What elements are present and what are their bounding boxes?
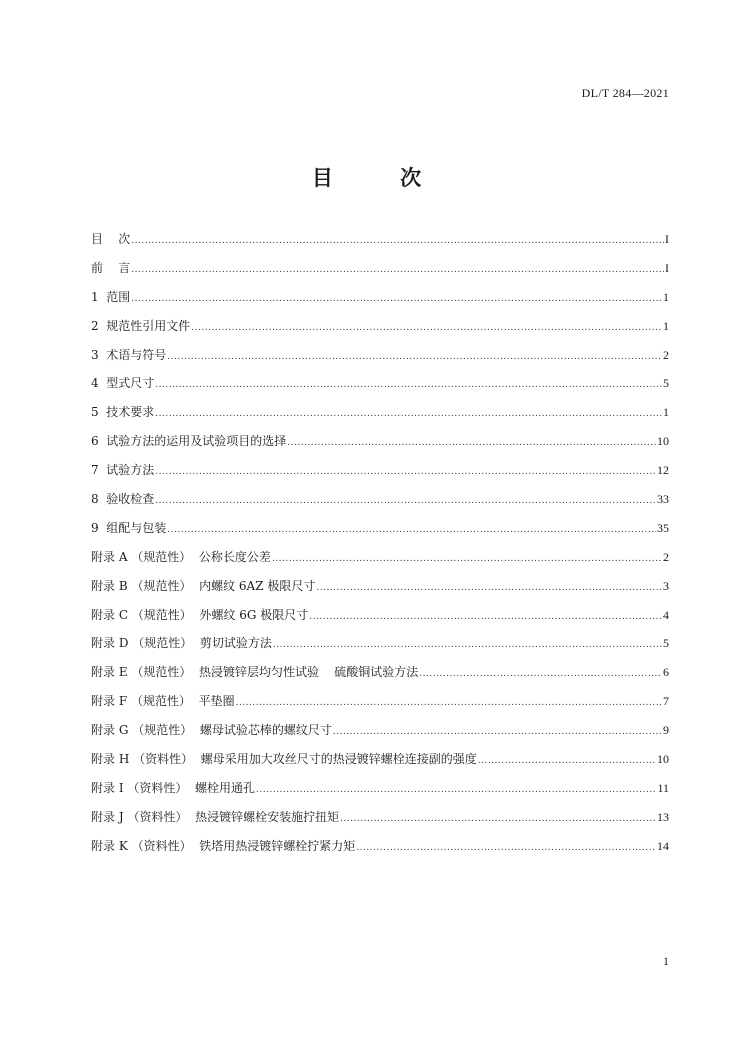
toc-entry-title: 验收检查 bbox=[106, 492, 155, 507]
toc-entry-title: 附录 H （资料性） 螺母采用加大攻丝尺寸的热浸镀锌螺栓连接副的强度 bbox=[91, 752, 477, 767]
toc-entry-number: 6 bbox=[91, 434, 107, 449]
toc-entry-title: 范围 bbox=[106, 289, 131, 304]
toc-entry[interactable] bbox=[91, 345, 669, 374]
standard-code: DL/T 284—2021 bbox=[581, 86, 669, 100]
toc-entry-number: 7 bbox=[91, 463, 107, 478]
toc-entry-page: 13 bbox=[657, 809, 669, 824]
toc-entry-number: 1 bbox=[91, 289, 107, 304]
toc-entry-page: 10 bbox=[657, 752, 669, 767]
toc-dot-leader bbox=[340, 809, 656, 829]
toc-entry[interactable] bbox=[91, 691, 669, 720]
toc-entry[interactable] bbox=[91, 720, 669, 749]
toc-dot-leader bbox=[191, 318, 662, 338]
toc-dot-leader bbox=[155, 491, 656, 511]
toc-entry[interactable] bbox=[91, 749, 669, 778]
toc-entry[interactable] bbox=[91, 633, 669, 662]
toc-entry-number: 9 bbox=[91, 520, 107, 535]
toc-entry-page: 6 bbox=[663, 665, 669, 680]
toc-entry-number: 3 bbox=[91, 347, 107, 362]
toc-entry-page: 1 bbox=[663, 318, 669, 333]
toc-entry[interactable] bbox=[91, 460, 669, 489]
toc-entry-title: 规范性引用文件 bbox=[106, 318, 191, 333]
toc-dot-leader bbox=[256, 780, 656, 800]
toc-dot-leader bbox=[167, 347, 662, 367]
toc-entry-page: 35 bbox=[657, 520, 669, 535]
toc-entry-page: 1 bbox=[663, 289, 669, 304]
toc-entry[interactable] bbox=[91, 402, 669, 431]
toc-entry-title: 附录 D （规范性） 剪切试验方法 bbox=[91, 636, 272, 651]
toc-entry-page: 10 bbox=[657, 434, 669, 449]
toc-entry[interactable] bbox=[91, 489, 669, 518]
toc-entry-page: 5 bbox=[663, 376, 669, 391]
toc-entry[interactable] bbox=[91, 547, 669, 576]
toc-entry[interactable] bbox=[91, 807, 669, 836]
toc-dot-leader bbox=[273, 635, 662, 655]
toc-entry-page: 9 bbox=[663, 723, 669, 738]
toc-entry[interactable] bbox=[91, 518, 669, 547]
toc-dot-leader bbox=[155, 375, 662, 395]
toc-entry-page: 1 bbox=[663, 405, 669, 420]
table-of-contents bbox=[91, 229, 669, 865]
toc-dot-leader bbox=[155, 462, 656, 482]
toc-entry-page: 4 bbox=[663, 607, 669, 622]
toc-entry-title: 技术要求 bbox=[106, 405, 155, 420]
toc-entry[interactable] bbox=[91, 605, 669, 634]
toc-entry[interactable] bbox=[91, 576, 669, 605]
toc-entry[interactable] bbox=[91, 662, 669, 691]
toc-entry-page: 5 bbox=[663, 636, 669, 651]
toc-entry-title: 附录 E （规范性） 热浸镀锌层均匀性试验 硫酸铜试验方法 bbox=[91, 665, 419, 680]
toc-dot-leader bbox=[309, 607, 662, 627]
toc-dot-leader bbox=[131, 260, 664, 280]
toc-entry-page: I bbox=[665, 260, 669, 275]
toc-entry-title: 附录 C （规范性） 外螺纹 6G 极限尺寸 bbox=[91, 607, 309, 622]
toc-entry[interactable] bbox=[91, 836, 669, 865]
toc-entry[interactable] bbox=[91, 778, 669, 807]
toc-entry-title: 附录 I （资料性） 螺栓用通孔 bbox=[91, 780, 255, 795]
toc-entry-number: 8 bbox=[91, 492, 107, 507]
page-number: 1 bbox=[663, 954, 669, 968]
toc-dot-leader bbox=[478, 751, 656, 771]
toc-dot-leader bbox=[287, 433, 656, 453]
toc-entry-title: 目 次 bbox=[91, 232, 131, 246]
toc-entry-title: 附录 A （规范性） 公称长度公差 bbox=[91, 549, 271, 564]
toc-entry[interactable] bbox=[91, 373, 669, 402]
toc-entry-number: 2 bbox=[91, 318, 107, 333]
toc-entry[interactable] bbox=[91, 229, 669, 258]
toc-entry[interactable] bbox=[91, 316, 669, 345]
toc-entry-page: 33 bbox=[657, 492, 669, 507]
toc-entry-title: 组配与包装 bbox=[106, 520, 167, 535]
toc-entry-title: 试验方法 bbox=[106, 463, 155, 478]
toc-entry-number: 4 bbox=[91, 376, 107, 391]
toc-dot-leader bbox=[236, 693, 662, 713]
toc-entry-title: 附录 F （规范性） 平垫圈 bbox=[91, 694, 235, 709]
toc-entry-title: 术语与符号 bbox=[106, 347, 167, 362]
toc-entry-page: 11 bbox=[657, 780, 669, 795]
toc-dot-leader bbox=[131, 231, 664, 251]
toc-dot-leader bbox=[419, 664, 662, 684]
toc-dot-leader bbox=[155, 404, 662, 424]
toc-entry-page: I bbox=[665, 232, 669, 246]
toc-entry-page: 2 bbox=[663, 347, 669, 362]
toc-entry-number: 5 bbox=[91, 405, 107, 420]
toc-title: 目 次 bbox=[311, 166, 452, 190]
toc-entry-title: 附录 G （规范性） 螺母试验芯棒的螺纹尺寸 bbox=[91, 723, 332, 738]
toc-entry[interactable] bbox=[91, 258, 669, 287]
toc-entry[interactable] bbox=[91, 431, 669, 460]
toc-entry-page: 2 bbox=[663, 549, 669, 564]
toc-entry-title: 前 言 bbox=[91, 260, 131, 275]
toc-entry-title: 型式尺寸 bbox=[106, 376, 155, 391]
toc-dot-leader bbox=[167, 520, 656, 540]
toc-entry-title: 试验方法的运用及试验项目的选择 bbox=[106, 434, 287, 449]
toc-entry-page: 14 bbox=[657, 838, 669, 853]
toc-dot-leader bbox=[356, 838, 656, 858]
toc-entry[interactable] bbox=[91, 287, 669, 316]
toc-entry-page: 3 bbox=[663, 578, 669, 593]
toc-entry-page: 12 bbox=[657, 463, 669, 478]
toc-dot-leader bbox=[272, 549, 662, 569]
toc-dot-leader bbox=[316, 578, 662, 598]
toc-entry-title: 附录 J （资料性） 热浸镀锌螺栓安装施拧扭矩 bbox=[91, 809, 340, 824]
toc-entry-page: 7 bbox=[663, 694, 669, 709]
toc-dot-leader bbox=[333, 722, 662, 742]
toc-dot-leader bbox=[131, 289, 662, 309]
toc-entry-title: 附录 B （规范性） 内螺纹 6AZ 极限尺寸 bbox=[91, 578, 316, 593]
toc-entry-title: 附录 K （资料性） 铁塔用热浸镀锌螺栓拧紧力矩 bbox=[91, 838, 356, 853]
